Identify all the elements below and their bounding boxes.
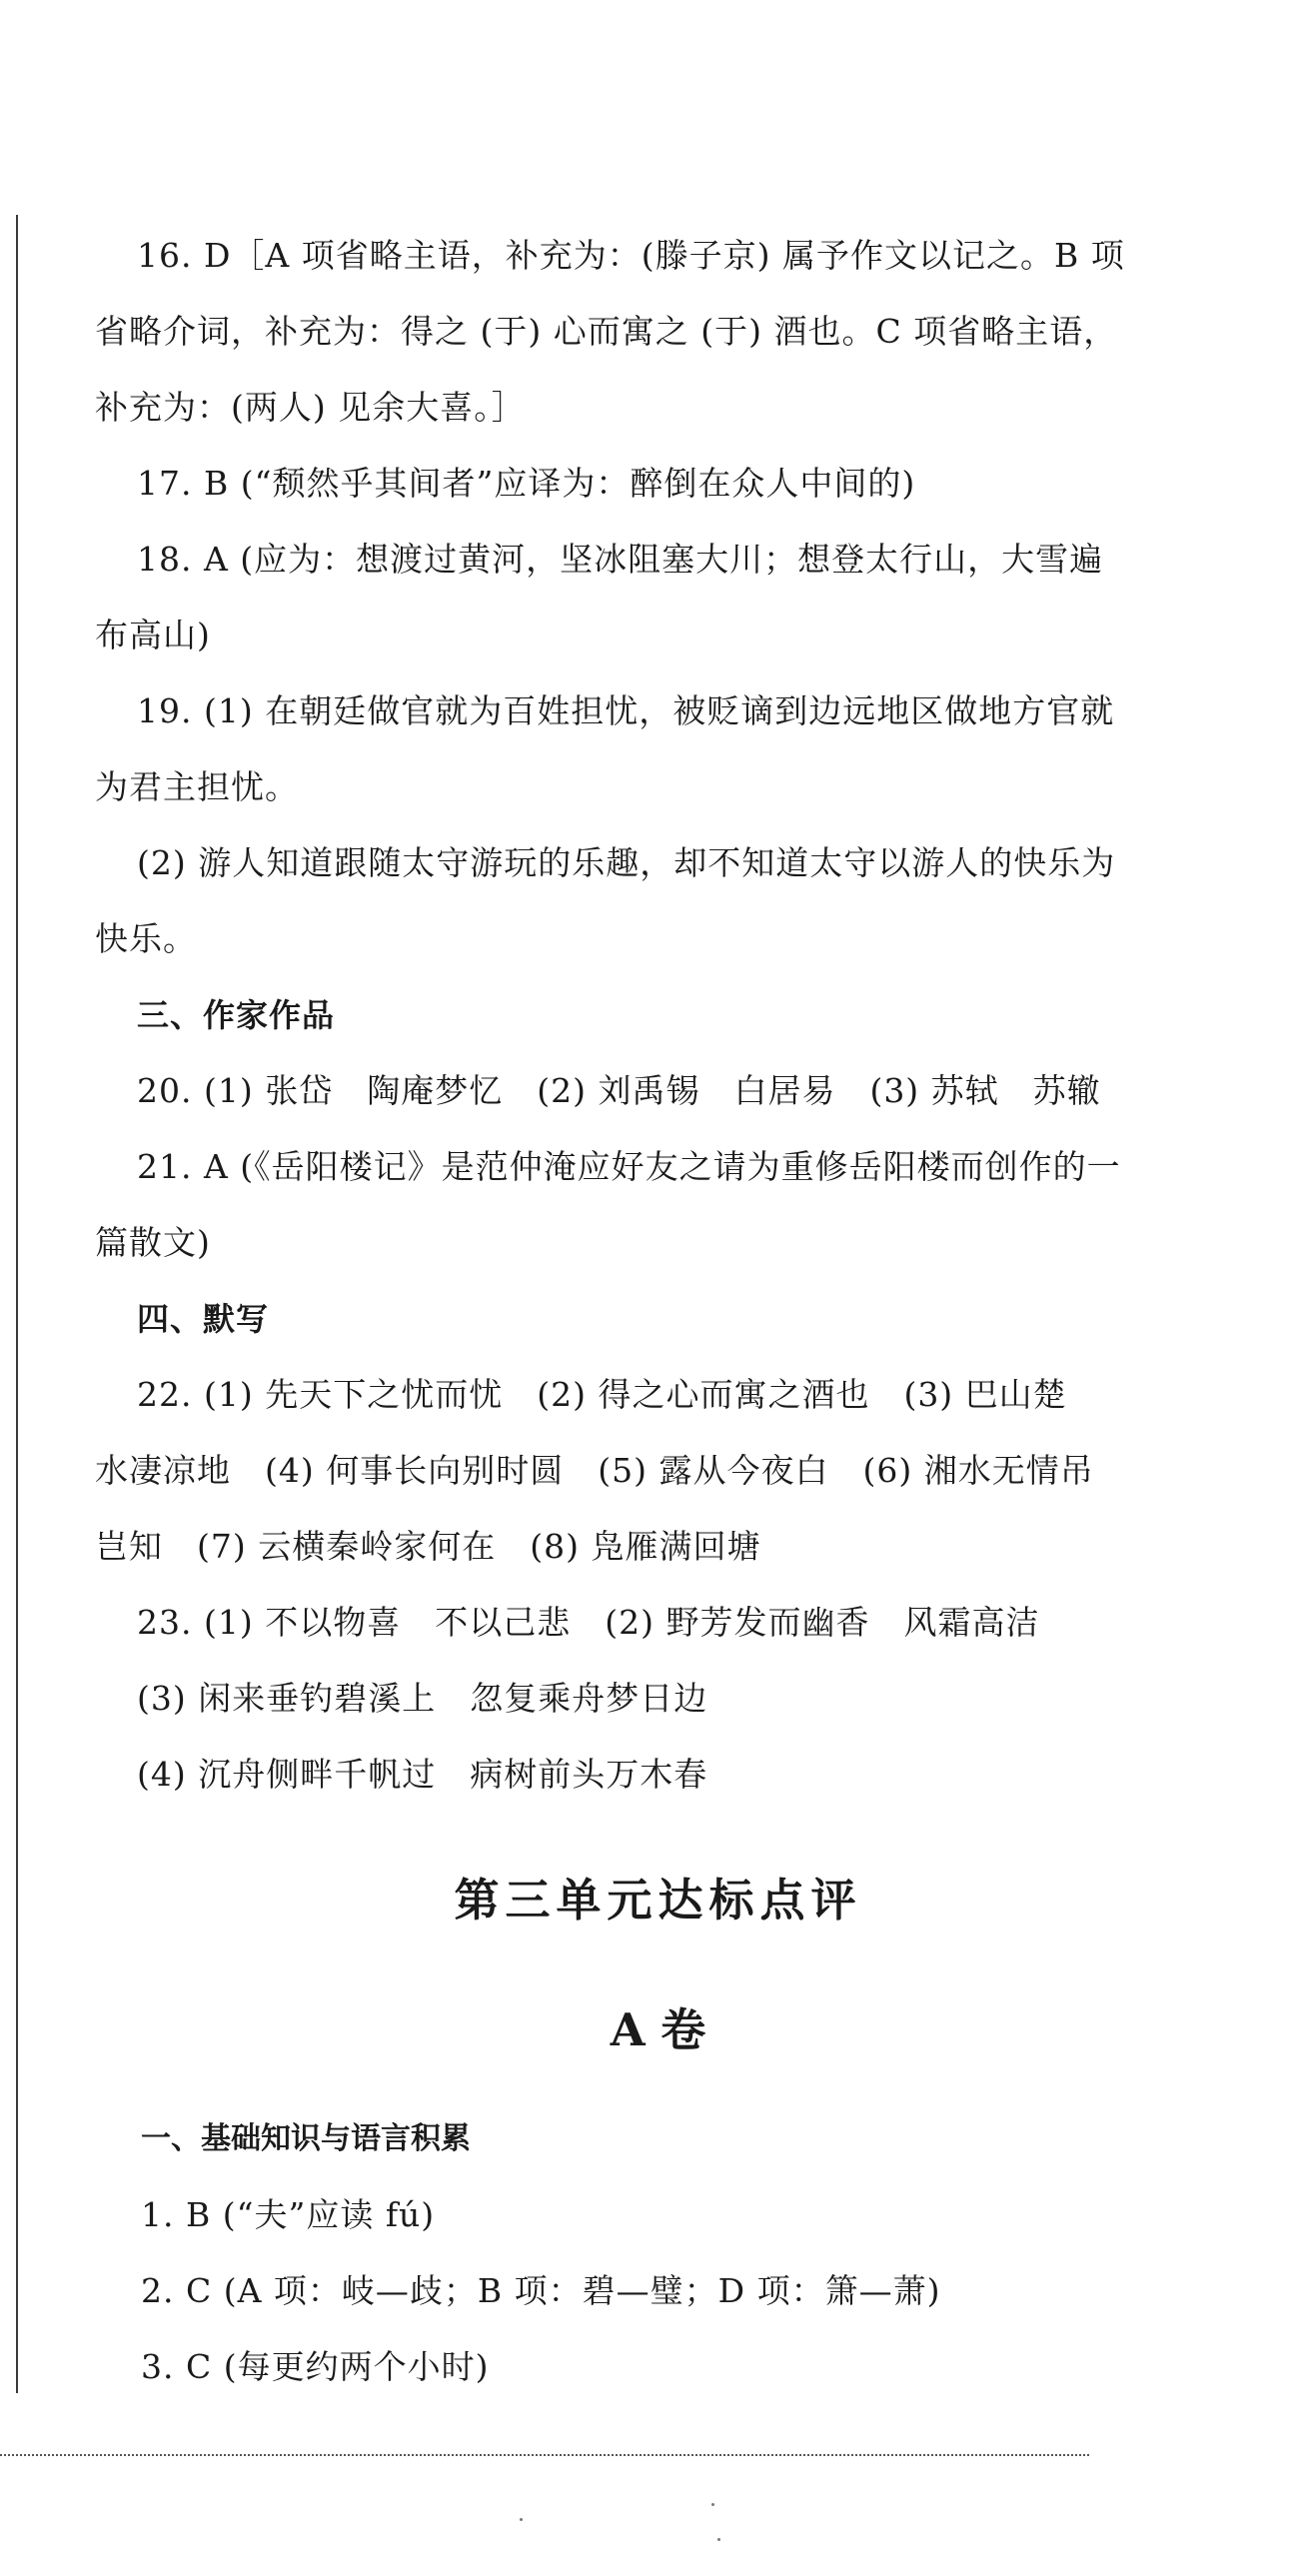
answer-1: 1. B (“夫”应读 fú) — [141, 2195, 436, 2234]
answers-continued — [95, 218, 1125, 1813]
answer-19b-line1: (2) 游人知道跟随太守游玩的乐趣，却不知道太守以游人的快乐为 — [137, 843, 1116, 882]
answer-21-line2: 篇散文) — [95, 1223, 211, 1262]
answer-16-line2: 省略介词，补充为：得之 (于) 心而寓之 (于) 酒也。C 项省略主语， — [95, 312, 1118, 351]
answer-2: 2. C (A 项：岐—歧；B 项：碧—璧；D 项：箫—萧) — [141, 2271, 941, 2310]
left-margin-rule — [16, 215, 18, 2393]
answer-19-line1: 19. (1) 在朝廷做官就为百姓担忧，被贬谪到边远地区做地方官就 — [137, 691, 1115, 730]
part-heading-basics: 一、基础知识与语言积累 — [141, 2121, 471, 2156]
answer-23-line1: 23. (1) 不以物喜 不以己悲 (2) 野芳发而幽香 风霜高洁 — [137, 1603, 1040, 1642]
answer-20: 20. (1) 张岱 陶庵梦忆 (2) 刘禹锡 白居易 (3) 苏轼 苏辙 — [137, 1071, 1101, 1110]
answer-21-line1: 21. A (《岳阳楼记》是范仲淹应好友之请为重修岳阳楼而创作的一 — [137, 1147, 1121, 1186]
scan-speck — [520, 2518, 523, 2521]
unit-title: 第三单元达标点评 — [454, 1874, 862, 1927]
volume-a-answers — [95, 2101, 1094, 2405]
answer-22-line1: 22. (1) 先天下之忧而忧 (2) 得之心而寓之酒也 (3) 巴山楚 — [137, 1375, 1067, 1414]
answer-16-line3: 补充为：(两人) 见余大喜。］ — [95, 388, 526, 427]
answer-19b-line2: 快乐。 — [95, 919, 197, 958]
scan-speck — [717, 2538, 720, 2541]
answer-17: 17. B (“颓然乎其间者”应译为：醉倒在众人中间的) — [137, 464, 916, 503]
answer-23-line3: (4) 沉舟侧畔千帆过 病树前头万木春 — [137, 1755, 708, 1794]
answer-16-line1: 16. D［A 项省略主语，补充为：(滕子京) 属予作文以记之。B 项 — [137, 236, 1125, 275]
answer-3: 3. C (每更约两个小时) — [141, 2347, 490, 2386]
scan-speck — [711, 2503, 714, 2506]
answer-18-line2: 布高山) — [95, 616, 211, 654]
volume-title: A 卷 — [610, 2003, 706, 2056]
bottom-dotted-rule — [0, 2454, 1089, 2456]
answer-19-line2: 为君主担忧。 — [95, 767, 299, 806]
answer-18-line1: 18. A (应为：想渡过黄河，坚冰阻塞大川；想登太行山，大雪遍 — [137, 540, 1104, 579]
answer-23-line2: (3) 闲来垂钓碧溪上 忽复乘舟梦日边 — [137, 1679, 708, 1718]
section-heading-dictation: 四、默写 — [137, 1300, 270, 1338]
section-heading-authors: 三、作家作品 — [137, 996, 336, 1034]
answer-22-line2: 水凄凉地 (4) 何事长向别时圆 (5) 露从今夜白 (6) 湘水无情吊 — [95, 1451, 1094, 1490]
answer-22-line3: 岂知 (7) 云横秦岭家何在 (8) 凫雁满回塘 — [95, 1527, 761, 1566]
